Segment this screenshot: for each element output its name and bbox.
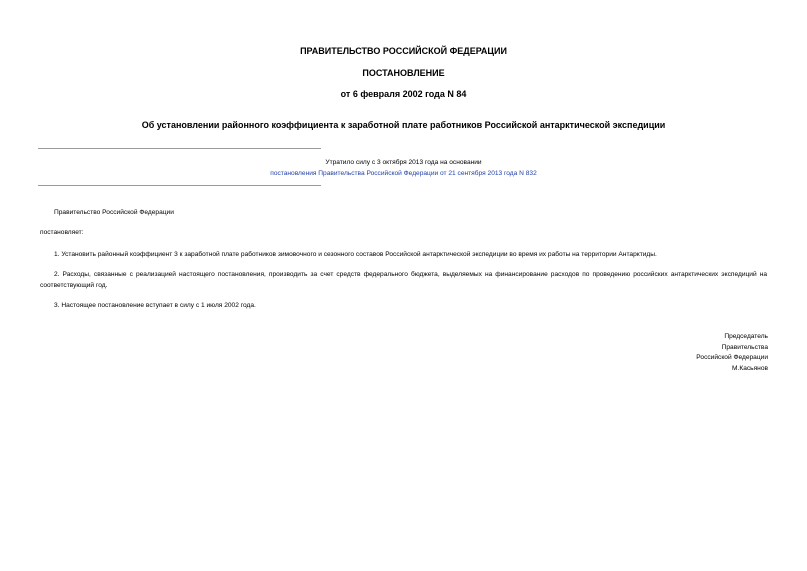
paragraph-item-1: 1. Установить районный коэффициент 3 к заработной плате работников зимовочного и сезонного составов Российской антарктической экспедиции во время их работы на территории Антарктиды. [54, 251, 657, 258]
document-title: Об установлении районного коэффициента к заработной плате работников Российской антарктической экспедиции [141, 120, 666, 130]
paragraph-item-3: 3. Настоящее постановление вступает в силу с 1 июля 2002 года. [54, 302, 256, 309]
top-divider [38, 148, 321, 149]
bottom-divider [38, 185, 321, 186]
signature-line-1: Председатель [724, 333, 768, 340]
authority-heading: ПРАВИТЕЛЬСТВО РОССИЙСКОЙ ФЕДЕРАЦИИ [300, 46, 507, 56]
status-note: Утратило силу с 3 октября 2013 года на основании [325, 159, 482, 166]
repeal-decree-link[interactable]: постановления Правительства Российской Федерации от 21 сентября 2013 года N 832 [270, 170, 537, 177]
doc-type-heading: ПОСТАНОВЛЕНИЕ [362, 68, 445, 78]
intro-text: Правительство Российской Федерации [54, 209, 174, 216]
date-number-heading: от 6 февраля 2002 года N 84 [340, 89, 467, 99]
signature-line-2: Правительства [721, 343, 768, 351]
signature-block [696, 332, 768, 374]
signature-name: М.Касьянов [732, 364, 768, 372]
signature-line-3: Российской Федерации [696, 354, 768, 361]
decree-word: постановляет: [40, 229, 84, 236]
paragraph-item-2: 2. Расходы, связанные с реализацией настоящего постановления, производить за счет средств федерального бюджета, выделяемых на финансирование расходов по проведению российских антарктических экспедиций на соответствующий год. [40, 271, 767, 289]
